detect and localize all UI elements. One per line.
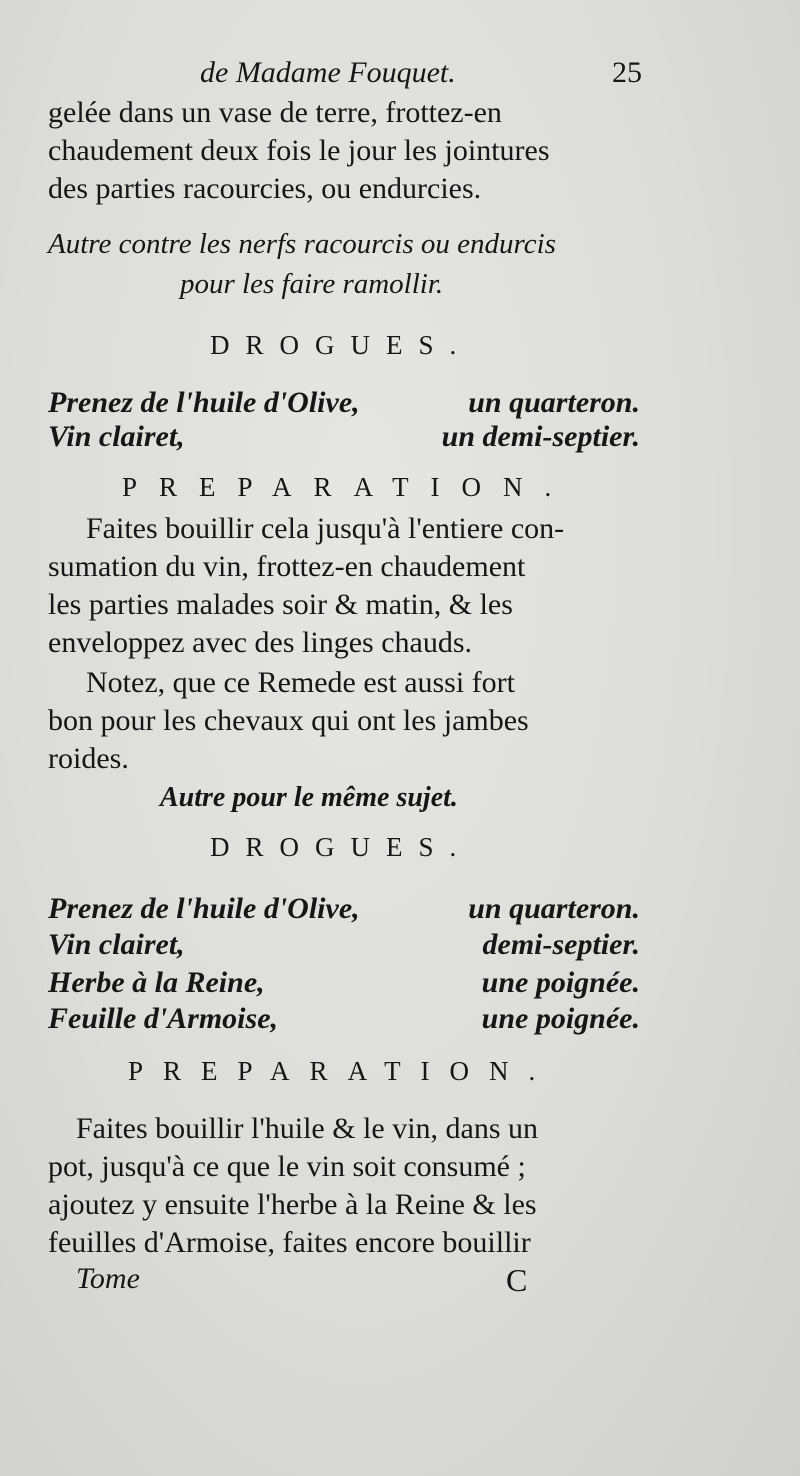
text-line: pot, jusqu'à ce que le vin soit consumé ; (48, 1150, 526, 1183)
section-heading: PREPARATION. (128, 1056, 556, 1086)
ingredient-name: Vin clairet, (48, 928, 185, 961)
ingredient-name: Prenez de l'huile d'Olive, (48, 892, 360, 925)
ingredient-quantity: une poignée. (481, 966, 640, 999)
ingredient-name: Herbe à la Reine, (48, 966, 265, 999)
ingredient-name: Feuille d'Armoise, (48, 1002, 279, 1035)
ingredient-quantity: un quarteron. (468, 386, 640, 419)
page-number: 25 (612, 56, 642, 89)
ingredient-quantity: un demi-septier. (441, 420, 640, 453)
recipe-title: pour les faire ramollir. (180, 268, 444, 300)
text-line: chaudement deux fois le jour les jointures (48, 134, 550, 167)
text-line: bon pour les chevaux qui ont les jambes (48, 704, 529, 737)
ingredient-quantity: une poignée. (481, 1002, 640, 1035)
ingredient-row (48, 892, 640, 926)
ingredient-row (48, 928, 640, 962)
text-line: enveloppez avec des linges chauds. (48, 626, 472, 659)
text-line: roides. (48, 742, 129, 775)
text-line: des parties racourcies, ou endurcies. (48, 172, 482, 205)
text-line: ajoutez y ensuite l'herbe à la Reine & les (48, 1188, 537, 1221)
text-line: gelée dans un vase de terre, frottez-en (48, 96, 502, 129)
ingredient-row (48, 386, 640, 420)
signature-mark: C (506, 1262, 528, 1298)
text-line: Faites bouillir cela jusqu'à l'entiere con- (86, 512, 565, 545)
recipe-title: Autre contre les nerfs racourcis ou endurcis (48, 228, 556, 260)
text-line: sumation du vin, frottez-en chaudement (48, 550, 526, 583)
ingredient-name: Vin clairet, (48, 420, 185, 453)
section-heading: PREPARATION. (122, 472, 574, 502)
ingredient-quantity: un quarteron. (468, 892, 640, 925)
ingredient-row (48, 1002, 640, 1036)
recipe-title: Autre pour le même sujet. (160, 782, 458, 813)
section-heading: DROGUES. (210, 330, 473, 360)
ingredient-quantity: demi-septier. (482, 928, 640, 961)
signature-left: Tome (76, 1262, 140, 1295)
ingredient-row (48, 966, 640, 1000)
text-line: feuilles d'Armoise, faites encore bouillir (48, 1226, 531, 1259)
text-line: les parties malades soir & matin, & les (48, 588, 513, 621)
text-line: Faites bouillir l'huile & le vin, dans un (76, 1112, 539, 1145)
ingredient-row (48, 420, 640, 454)
ingredient-name: Prenez de l'huile d'Olive, (48, 386, 360, 419)
section-heading: DROGUES. (210, 832, 473, 862)
text-line: Notez, que ce Remede est aussi fort (86, 666, 516, 699)
running-title: de Madame Fouquet. (200, 56, 456, 89)
